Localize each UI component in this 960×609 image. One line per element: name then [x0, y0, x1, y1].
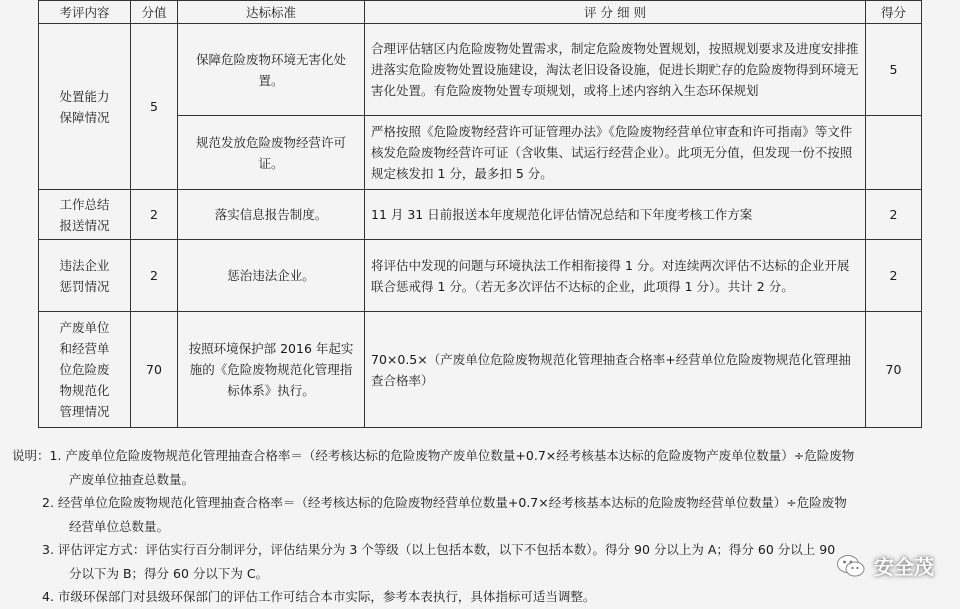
note-1-line-1	[12, 444, 952, 468]
notes-label: 说明：	[12, 448, 50, 463]
row-standard: 惩治违法企业。	[178, 240, 365, 312]
table-row	[39, 312, 922, 428]
note-3-line-1: 3. 评估评定方式：评估实行百分制评分，评估结果分为 3 个等级（以上包括本数，以下不包括本数）。得分 90 分以上为 A；得分 60 分以上 90	[42, 542, 836, 557]
row-score: 5	[131, 24, 178, 190]
header-standard: 达标标准	[178, 1, 365, 24]
note-1-line-2: 产废单位抽查总数量。	[69, 471, 195, 487]
note-4: 4. 市级环保部门对县级环保部门的评估工作可结合本市实际，参考本表执行，具体指标可适当调整。	[42, 589, 596, 604]
row-detail: 合理评估辖区内危险废物处置需求，制定危险废物处置规划，按照规划要求及进度安排推进落实危险废物处置设施建设，淘汰老旧设备设施，促进长期贮存的危险废物得到环境无害化处置。有危险废物处置专项规划，或将上述内容纳入生态环保规划	[365, 24, 866, 116]
note-1-text: 1. 产废单位危险废物规范化管理抽查合格率＝（经考核达标的危险废物产废单位数量+0.7×经考核基本达标的危险废物产废单位数量）÷危险废物	[49, 448, 855, 463]
row-item: 违法企业 惩罚情况	[39, 240, 131, 312]
row-detail: 11 月 31 日前报送本年度规范化评估情况总结和下年度考核工作方案	[365, 190, 866, 240]
row-detail: 70×0.5×（产废单位危险废物规范化管理抽查合格率+经营单位危险废物规范化管理抽查合格率）	[365, 312, 866, 428]
header-item: 考评内容	[39, 1, 131, 24]
row-item: 产废单位 和经营单 位危险废 物规范化 管理情况	[39, 312, 131, 428]
watermark-text: 安全茂	[874, 555, 934, 579]
wechat-icon	[836, 553, 866, 579]
row-got: 5	[866, 24, 922, 116]
evaluation-table	[38, 0, 922, 428]
header-detail: 评 分 细 则	[365, 1, 866, 24]
row-standard: 落实信息报告制度。	[178, 190, 365, 240]
table-header-row	[39, 1, 922, 24]
row-standard: 按照环境保护部 2016 年起实施的《危险废物规范化管理指标体系》执行。	[178, 312, 365, 428]
table-row	[39, 240, 922, 312]
row-item: 工作总结 报送情况	[39, 190, 131, 240]
notes-section	[12, 444, 952, 609]
row-item: 处置能力 保障情况	[39, 24, 131, 190]
note-2-line-2: 经营单位总数量。	[69, 518, 170, 534]
note-2-line-1: 2. 经营单位危险废物规范化管理抽查合格率＝（经考核达标的危险废物经营单位数量+0.7×经考核基本达标的危险废物经营单位数量）÷危险废物	[42, 495, 847, 510]
header-score: 分值	[131, 1, 178, 24]
watermark	[836, 551, 934, 580]
header-got: 得分	[866, 1, 922, 24]
row-got: 2	[866, 240, 922, 312]
table-row	[39, 190, 922, 240]
row-score: 2	[131, 190, 178, 240]
row-score: 2	[131, 240, 178, 312]
row-standard: 保障危险废物环境无害化处置。	[178, 24, 365, 116]
row-got: 2	[866, 190, 922, 240]
row-standard: 规范发放危险废物经营许可证。	[178, 116, 365, 190]
row-score: 70	[131, 312, 178, 428]
row-got: 70	[866, 312, 922, 428]
table-row	[39, 24, 922, 116]
row-got	[866, 116, 922, 190]
row-detail: 严格按照《危险废物经营许可证管理办法》《危险废物经营单位审查和许可指南》等文件核发危险废物经营许可证（含收集、试运行经营企业）。此项无分值，但发现一份不按照规定核发扣 1 分，最多扣 5 分。	[365, 116, 866, 190]
row-detail: 将评估中发现的问题与环境执法工作相衔接得 1 分。对连续两次评估不达标的企业开展联合惩戒得 1 分。（若无多次评估不达标的企业，此项得 1 分）。共计 2 分。	[365, 240, 866, 312]
note-3-line-2: 分以下为 B；得分 60 分以下为 C。	[69, 565, 269, 581]
